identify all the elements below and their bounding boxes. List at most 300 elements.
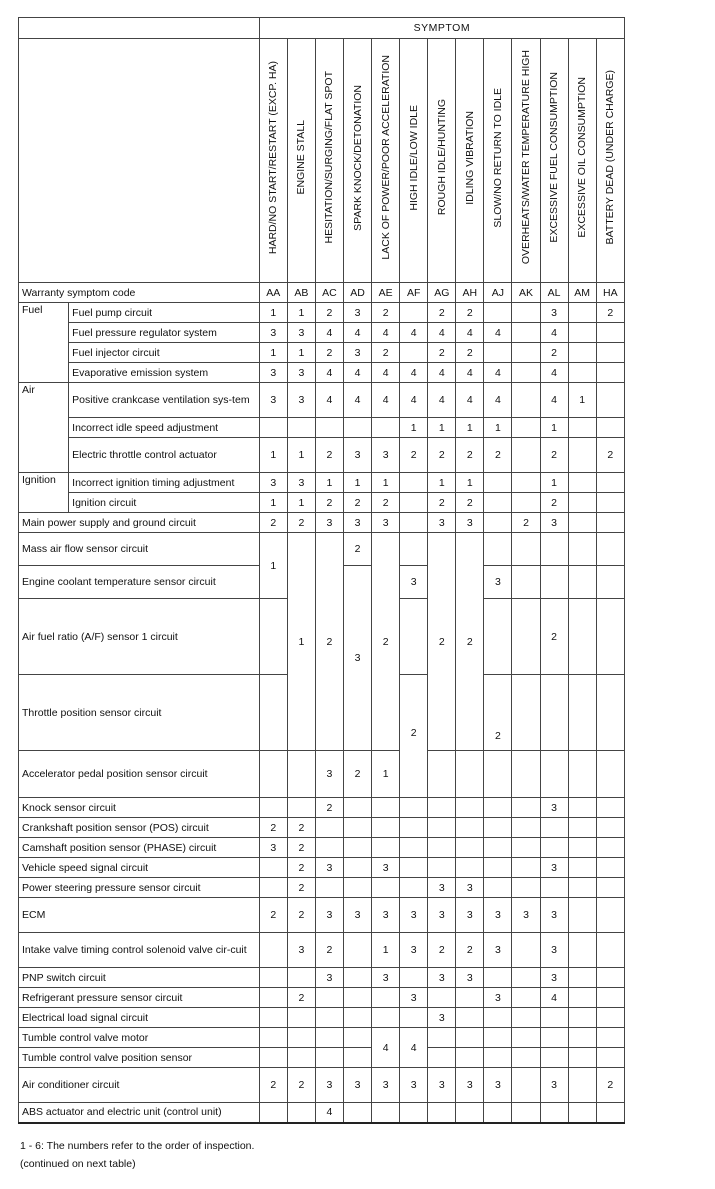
value-cell: 3 — [315, 898, 343, 933]
value-cell — [259, 1048, 287, 1068]
value-cell: 1 — [287, 438, 315, 473]
value-cell — [344, 1103, 372, 1123]
warranty-code-row — [19, 283, 625, 303]
row-label: Positive crankcase ventilation sys-tem — [69, 383, 260, 418]
value-cell — [596, 473, 624, 493]
value-cell: 3 — [540, 933, 568, 968]
value-cell: 4 — [456, 323, 484, 343]
value-cell: 3 — [344, 343, 372, 363]
table-row — [19, 1028, 625, 1048]
column-header: OVERHEATS/WATER TEMPERATURE HIGH — [512, 39, 540, 283]
table-row — [19, 878, 625, 898]
value-cell — [259, 878, 287, 898]
row-label: Electric throttle control actuator — [69, 438, 260, 473]
value-cell — [456, 838, 484, 858]
value-cell: 4 — [540, 363, 568, 383]
value-cell: 1 — [456, 473, 484, 493]
footnote: 1 - 6: The numbers refer to the order of inspection. — [20, 1140, 255, 1152]
code-cell: AG — [428, 283, 456, 303]
value-cell — [512, 1068, 540, 1103]
value-cell — [372, 838, 400, 858]
table-row — [19, 968, 625, 988]
row-label: ECM — [19, 898, 260, 933]
value-cell — [400, 493, 428, 513]
row-label: Air conditioner circuit — [19, 1068, 260, 1103]
value-cell — [512, 1028, 540, 1048]
value-cell: 2 — [372, 533, 400, 751]
row-label: PNP switch circuit — [19, 968, 260, 988]
row-label: Engine coolant temperature sensor circuit — [19, 566, 260, 599]
value-cell: 3 — [456, 878, 484, 898]
value-cell — [344, 1028, 372, 1048]
value-cell: 4 — [428, 323, 456, 343]
code-cell: AB — [287, 283, 315, 303]
value-cell — [512, 418, 540, 438]
value-cell — [568, 1008, 596, 1028]
value-cell: 3 — [540, 968, 568, 988]
value-cell: 2 — [400, 438, 428, 473]
value-cell: 2 — [456, 493, 484, 513]
value-cell — [287, 418, 315, 438]
value-cell — [596, 533, 624, 566]
value-cell — [512, 363, 540, 383]
value-cell — [540, 878, 568, 898]
value-cell: 2 — [315, 933, 343, 968]
value-cell — [540, 818, 568, 838]
value-cell — [568, 1068, 596, 1103]
value-cell — [287, 1103, 315, 1123]
value-cell — [568, 838, 596, 858]
value-cell: 2 — [315, 533, 343, 751]
value-cell — [400, 1008, 428, 1028]
value-cell: 4 — [456, 383, 484, 418]
value-cell: 3 — [540, 858, 568, 878]
value-cell: 1 — [315, 473, 343, 493]
value-cell — [484, 1008, 512, 1028]
value-cell — [344, 838, 372, 858]
value-cell: 4 — [484, 383, 512, 418]
value-cell — [484, 1028, 512, 1048]
value-cell — [540, 1048, 568, 1068]
value-cell: 4 — [400, 1028, 428, 1068]
value-cell: 1 — [259, 533, 287, 599]
code-cell: AC — [315, 283, 343, 303]
table-row — [19, 798, 625, 818]
value-cell — [568, 878, 596, 898]
value-cell — [512, 1103, 540, 1123]
value-cell: 2 — [315, 438, 343, 473]
value-cell — [400, 858, 428, 878]
value-cell — [568, 798, 596, 818]
value-cell: 2 — [400, 675, 428, 798]
value-cell — [512, 303, 540, 323]
value-cell: 3 — [540, 798, 568, 818]
row-label: Crankshaft position sensor (POS) circuit — [19, 818, 260, 838]
value-cell: 3 — [344, 898, 372, 933]
value-cell — [596, 858, 624, 878]
value-cell: 3 — [259, 473, 287, 493]
value-cell: 3 — [315, 513, 343, 533]
value-cell: 3 — [428, 898, 456, 933]
value-cell — [568, 1103, 596, 1123]
value-cell: 4 — [372, 363, 400, 383]
value-cell — [568, 988, 596, 1008]
value-cell — [315, 1048, 343, 1068]
value-cell — [315, 1008, 343, 1028]
value-cell — [512, 323, 540, 343]
value-cell — [540, 1103, 568, 1123]
value-cell: 1 — [400, 418, 428, 438]
value-cell: 2 — [344, 751, 372, 798]
value-cell: 3 — [400, 898, 428, 933]
value-cell — [596, 383, 624, 418]
value-cell — [344, 818, 372, 838]
value-cell — [512, 838, 540, 858]
value-cell — [596, 675, 624, 751]
value-cell: 2 — [540, 599, 568, 675]
table-row — [19, 1068, 625, 1103]
value-cell: 3 — [372, 968, 400, 988]
value-cell: 3 — [540, 1068, 568, 1103]
value-cell: 3 — [259, 363, 287, 383]
value-cell — [568, 675, 596, 751]
value-cell — [400, 1103, 428, 1123]
value-cell: 2 — [315, 343, 343, 363]
value-cell: 4 — [428, 383, 456, 418]
value-cell — [568, 323, 596, 343]
value-cell — [596, 418, 624, 438]
value-cell: 2 — [428, 343, 456, 363]
value-cell — [344, 933, 372, 968]
value-cell — [484, 473, 512, 493]
table-row — [19, 1048, 625, 1068]
code-cell: AH — [456, 283, 484, 303]
table-row — [19, 343, 625, 363]
value-cell — [372, 818, 400, 838]
value-cell: 3 — [287, 363, 315, 383]
value-cell: 2 — [456, 533, 484, 751]
value-cell — [428, 1028, 456, 1048]
value-cell: 1 — [372, 751, 400, 798]
value-cell — [568, 303, 596, 323]
value-cell: 3 — [484, 988, 512, 1008]
value-cell: 2 — [315, 303, 343, 323]
value-cell: 1 — [287, 303, 315, 323]
value-cell: 3 — [400, 988, 428, 1008]
value-cell — [540, 751, 568, 798]
value-cell — [484, 533, 512, 566]
value-cell — [428, 838, 456, 858]
value-cell — [568, 566, 596, 599]
value-cell — [484, 751, 512, 798]
value-cell — [484, 858, 512, 878]
value-cell — [512, 438, 540, 473]
code-cell: AF — [400, 283, 428, 303]
value-cell — [540, 533, 568, 566]
value-cell: 1 — [259, 438, 287, 473]
value-cell — [259, 858, 287, 878]
value-cell: 1 — [456, 418, 484, 438]
value-cell: 3 — [428, 513, 456, 533]
value-cell — [568, 343, 596, 363]
value-cell — [484, 493, 512, 513]
value-cell: 3 — [315, 968, 343, 988]
table-row — [19, 933, 625, 968]
value-cell: 3 — [428, 878, 456, 898]
value-cell — [512, 473, 540, 493]
code-cell: AM — [568, 283, 596, 303]
value-cell: 4 — [484, 323, 512, 343]
value-cell — [259, 675, 287, 751]
column-header: HESITATION/SURGING/FLAT SPOT — [315, 39, 343, 283]
value-cell: 4 — [372, 1028, 400, 1068]
value-cell: 3 — [456, 513, 484, 533]
value-cell: 1 — [259, 303, 287, 323]
value-cell — [512, 566, 540, 599]
value-cell — [456, 798, 484, 818]
value-cell — [568, 1048, 596, 1068]
value-cell: 3 — [344, 303, 372, 323]
value-cell — [512, 818, 540, 838]
column-header: EXCESSIVE FUEL CONSUMPTION — [540, 39, 568, 283]
value-cell — [344, 878, 372, 898]
value-cell: 4 — [400, 383, 428, 418]
table-row — [19, 418, 625, 438]
value-cell — [540, 1028, 568, 1048]
value-cell — [512, 599, 540, 675]
group-ignition: Ignition — [19, 473, 69, 513]
value-cell: 2 — [287, 898, 315, 933]
header-blank — [19, 18, 260, 39]
value-cell: 4 — [540, 323, 568, 343]
value-cell — [512, 383, 540, 418]
code-cell: AL — [540, 283, 568, 303]
value-cell — [596, 493, 624, 513]
table-row — [19, 838, 625, 858]
value-cell: 2 — [428, 493, 456, 513]
value-cell: 2 — [315, 798, 343, 818]
value-cell: 3 — [484, 933, 512, 968]
warranty-label: Warranty symptom code — [19, 283, 260, 303]
value-cell — [512, 1048, 540, 1068]
column-header: ROUGH IDLE/HUNTING — [428, 39, 456, 283]
value-cell — [259, 1028, 287, 1048]
row-label: Mass air flow sensor circuit — [19, 533, 260, 566]
value-cell — [287, 1008, 315, 1028]
code-cell: AD — [344, 283, 372, 303]
value-cell: 2 — [287, 818, 315, 838]
value-cell: 1 — [428, 473, 456, 493]
row-label: Accelerator pedal position sensor circuit — [19, 751, 260, 798]
value-cell: 2 — [540, 438, 568, 473]
value-cell — [568, 933, 596, 968]
value-cell: 2 — [287, 988, 315, 1008]
value-cell — [596, 798, 624, 818]
value-cell — [596, 988, 624, 1008]
value-cell — [456, 988, 484, 1008]
value-cell — [428, 751, 456, 798]
value-cell: 3 — [372, 1068, 400, 1103]
value-cell — [259, 599, 287, 675]
value-cell: 4 — [372, 383, 400, 418]
code-cell: AE — [372, 283, 400, 303]
value-cell: 2 — [456, 303, 484, 323]
value-cell — [344, 798, 372, 818]
value-cell: 3 — [259, 383, 287, 418]
value-cell: 2 — [428, 438, 456, 473]
value-cell — [596, 878, 624, 898]
value-cell: 2 — [428, 933, 456, 968]
value-cell: 2 — [372, 493, 400, 513]
value-cell — [315, 418, 343, 438]
value-cell — [540, 675, 568, 751]
value-cell: 2 — [259, 1068, 287, 1103]
value-cell: 3 — [259, 838, 287, 858]
value-cell: 3 — [456, 898, 484, 933]
value-cell — [456, 751, 484, 798]
value-cell — [568, 898, 596, 933]
row-label: Fuel pressure regulator system — [69, 323, 260, 343]
value-cell — [372, 798, 400, 818]
value-cell: 3 — [372, 513, 400, 533]
group-fuel: Fuel — [19, 303, 69, 383]
value-cell — [484, 798, 512, 818]
value-cell: 3 — [315, 1068, 343, 1103]
value-cell: 4 — [344, 383, 372, 418]
value-cell — [596, 751, 624, 798]
value-cell — [568, 751, 596, 798]
value-cell — [512, 493, 540, 513]
value-cell — [400, 968, 428, 988]
row-label: Incorrect ignition timing adjustment — [69, 473, 260, 493]
row-label: Ignition circuit — [69, 493, 260, 513]
value-cell — [372, 988, 400, 1008]
value-cell: 3 — [428, 1068, 456, 1103]
value-cell — [400, 599, 428, 675]
value-cell — [596, 599, 624, 675]
value-cell: 2 — [484, 675, 512, 751]
value-cell: 2 — [287, 858, 315, 878]
value-cell — [315, 878, 343, 898]
value-cell — [259, 418, 287, 438]
continued-note: (continued on next table) — [20, 1158, 136, 1170]
column-header: SPARK KNOCK/DETONATION — [344, 39, 372, 283]
value-cell — [400, 343, 428, 363]
code-cell: AJ — [484, 283, 512, 303]
value-cell — [596, 933, 624, 968]
value-cell — [568, 418, 596, 438]
value-cell: 3 — [428, 968, 456, 988]
value-cell — [596, 343, 624, 363]
value-cell: 3 — [512, 898, 540, 933]
value-cell — [484, 1103, 512, 1123]
value-cell: 3 — [287, 383, 315, 418]
value-cell — [287, 798, 315, 818]
value-cell — [484, 343, 512, 363]
value-cell — [344, 418, 372, 438]
value-cell: 3 — [315, 858, 343, 878]
value-cell — [512, 798, 540, 818]
value-cell — [259, 968, 287, 988]
row-label: Tumble control valve motor — [19, 1028, 260, 1048]
value-cell — [512, 1008, 540, 1028]
value-cell: 4 — [315, 323, 343, 343]
value-cell: 2 — [259, 818, 287, 838]
table-row — [19, 858, 625, 878]
value-cell: 4 — [372, 323, 400, 343]
value-cell: 1 — [568, 383, 596, 418]
value-cell: 2 — [540, 343, 568, 363]
value-cell: 4 — [428, 363, 456, 383]
value-cell — [287, 751, 315, 798]
value-cell — [540, 566, 568, 599]
row-label: ABS actuator and electric unit (control unit) — [19, 1103, 260, 1123]
table-row — [19, 323, 625, 343]
value-cell — [512, 343, 540, 363]
value-cell — [372, 878, 400, 898]
column-header: IDLING VIBRATION — [456, 39, 484, 283]
value-cell: 4 — [400, 363, 428, 383]
value-cell — [596, 323, 624, 343]
row-label: Evaporative emission system — [69, 363, 260, 383]
value-cell — [596, 1103, 624, 1123]
value-cell: 2 — [287, 838, 315, 858]
value-cell: 3 — [372, 858, 400, 878]
value-cell — [456, 858, 484, 878]
value-cell: 3 — [344, 1068, 372, 1103]
value-cell — [372, 1103, 400, 1123]
value-cell: 4 — [400, 323, 428, 343]
value-cell — [596, 818, 624, 838]
value-cell — [344, 1048, 372, 1068]
value-cell: 2 — [428, 533, 456, 751]
value-cell — [484, 513, 512, 533]
value-cell: 1 — [287, 343, 315, 363]
value-cell: 3 — [315, 751, 343, 798]
value-cell — [428, 988, 456, 1008]
value-cell: 3 — [484, 1068, 512, 1103]
value-cell: 2 — [596, 438, 624, 473]
value-cell — [428, 1103, 456, 1123]
value-cell — [512, 968, 540, 988]
value-cell: 3 — [428, 1008, 456, 1028]
column-header: ENGINE STALL — [287, 39, 315, 283]
group-air: Air — [19, 383, 69, 473]
value-cell: 1 — [372, 933, 400, 968]
column-header: SLOW/NO RETURN TO IDLE — [484, 39, 512, 283]
table-row — [19, 363, 625, 383]
value-cell — [596, 363, 624, 383]
value-cell — [428, 858, 456, 878]
code-cell: HA — [596, 283, 624, 303]
value-cell: 2 — [259, 513, 287, 533]
value-cell — [456, 1028, 484, 1048]
column-header: HIGH IDLE/LOW IDLE — [400, 39, 428, 283]
value-cell — [568, 858, 596, 878]
value-cell: 1 — [259, 343, 287, 363]
column-header: BATTERY DEAD (UNDER CHARGE) — [596, 39, 624, 283]
value-cell: 4 — [344, 363, 372, 383]
value-cell: 2 — [596, 1068, 624, 1103]
value-cell — [596, 1028, 624, 1048]
value-cell: 2 — [315, 493, 343, 513]
row-label: Air fuel ratio (A/F) sensor 1 circuit — [19, 599, 260, 675]
table-row — [19, 438, 625, 473]
value-cell: 2 — [259, 898, 287, 933]
value-cell — [484, 818, 512, 838]
value-cell: 3 — [400, 1068, 428, 1103]
code-cell: AK — [512, 283, 540, 303]
